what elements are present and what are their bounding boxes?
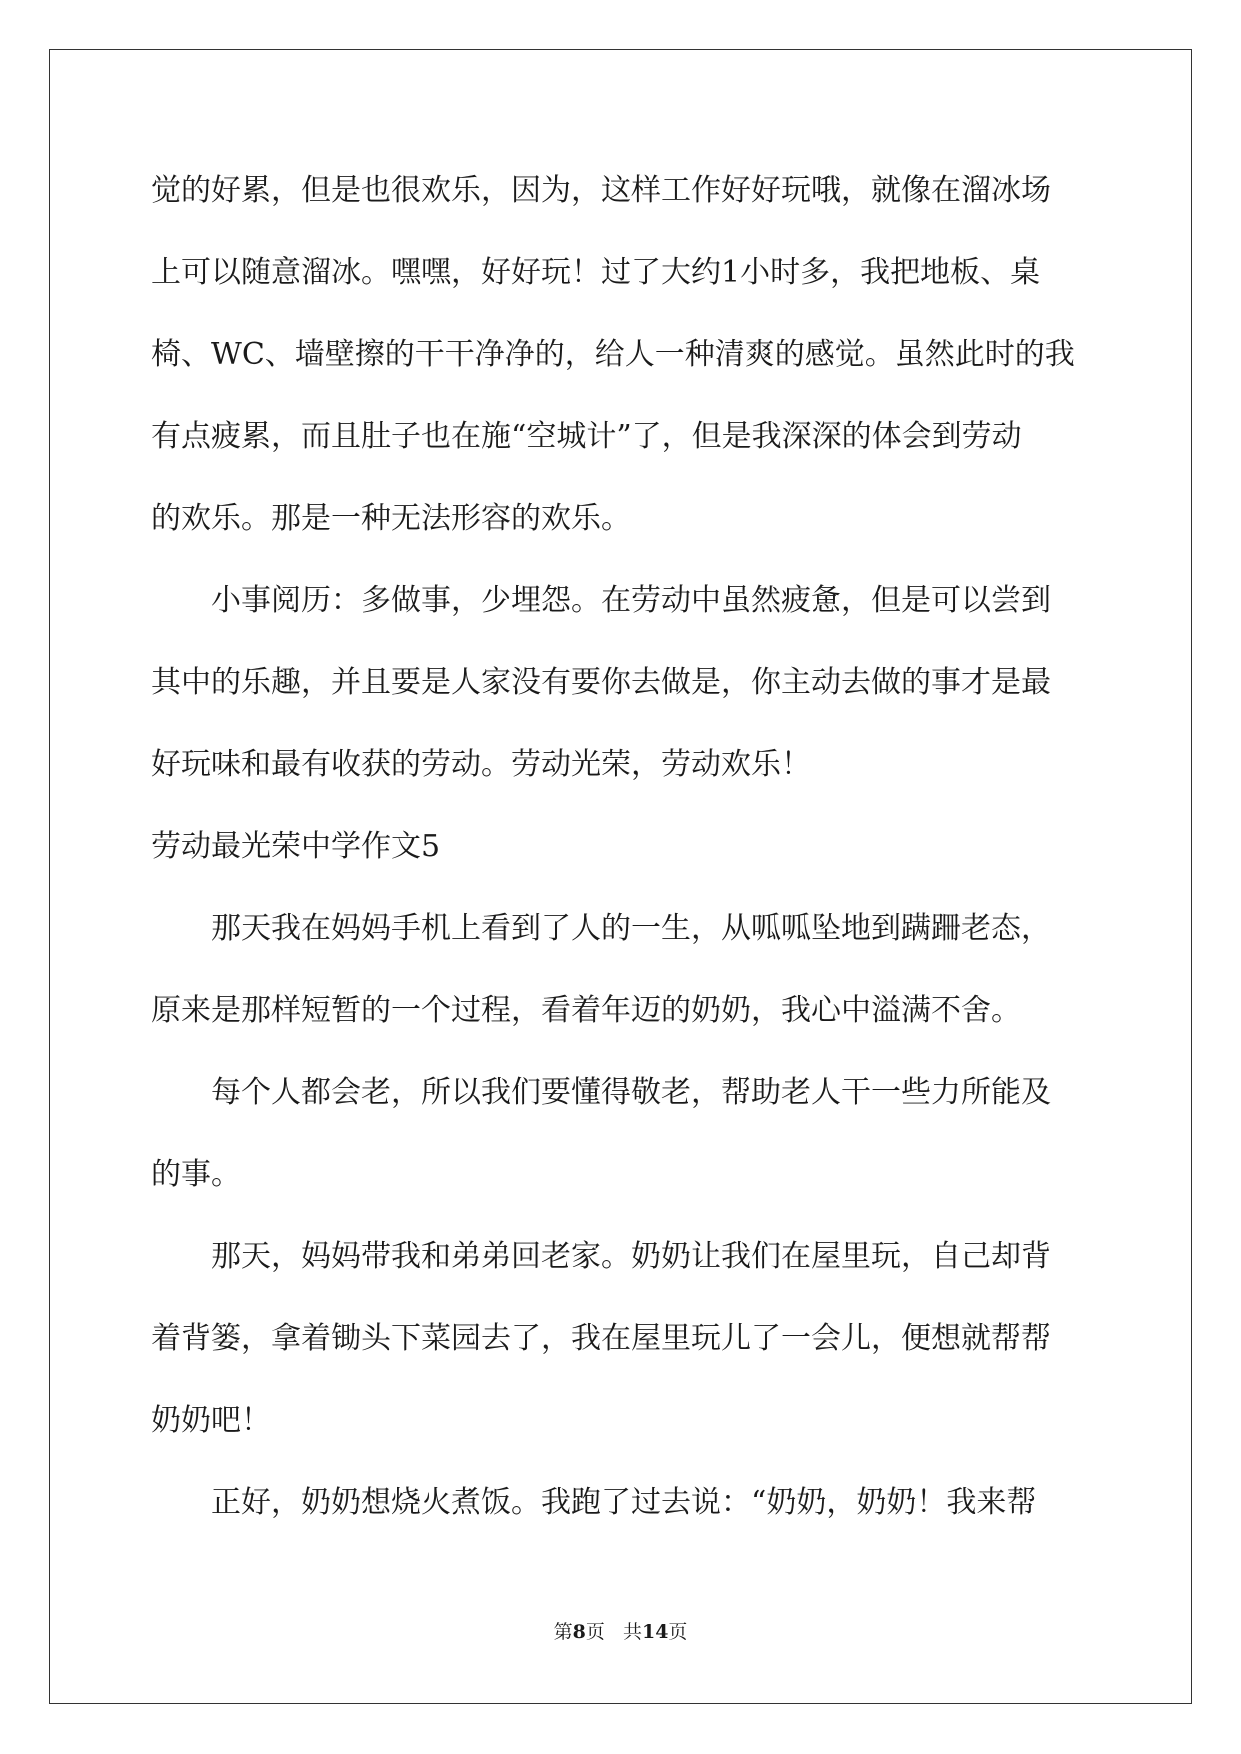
footer-prefix: 第 [553,1621,573,1643]
page-footer [0,1617,1241,1644]
footer-page-word: 页 [585,1621,605,1643]
text-line: 奶奶吧！ [151,1403,271,1438]
footer-total-prefix: 共 [622,1621,642,1643]
footer-total-suffix: 页 [668,1621,688,1643]
text-line: 着背篓，拿着锄头下菜园去了，我在屋里玩儿了一会儿，便想就帮帮 [151,1321,1051,1356]
document-body [151,157,1091,1551]
text-line: 觉的好累，但是也很欢乐，因为，这样工作好好玩哦，就像在溜冰场 [151,173,1051,208]
text-line: 上可以随意溜冰。嘿嘿，好好玩！过了大约1小时多，我把地板、桌 [151,255,1041,290]
text-line: 那天，妈妈带我和弟弟回老家。奶奶让我们在屋里玩，自己却背 [151,1239,1051,1274]
text-line: 那天我在妈妈手机上看到了人的一生，从呱呱坠地到蹒跚老态， [151,911,1051,946]
text-line: 原来是那样短暂的一个过程，看着年迈的奶奶，我心中溢满不舍。 [151,993,1021,1028]
section-heading: 劳动最光荣中学作文5 [151,829,441,864]
text-line: 小事阅历：多做事，少埋怨。在劳动中虽然疲惫，但是可以尝到 [151,583,1051,618]
text-line: 其中的乐趣，并且要是人家没有要你去做是，你主动去做的事才是最 [151,665,1051,700]
current-page-number: 8 [572,1621,586,1643]
text-line: 每个人都会老，所以我们要懂得敬老，帮助老人干一些力所能及 [151,1075,1051,1110]
text-line: 正好，奶奶想烧火煮饭。我跑了过去说：“奶奶，奶奶！我来帮 [151,1485,1037,1520]
text-line: 椅、WC、墙壁擦的干干净净的，给人一种清爽的感觉。虽然此时的我 [151,337,1075,372]
text-line: 有点疲累，而且肚子也在施“空城计”了，但是我深深的体会到劳动 [151,419,1022,454]
total-page-count: 14 [641,1621,669,1643]
text-line: 的欢乐。那是一种无法形容的欢乐。 [151,501,631,536]
text-line: 的事。 [151,1157,241,1192]
text-line: 好玩味和最有收获的劳动。劳动光荣，劳动欢乐！ [151,747,811,782]
